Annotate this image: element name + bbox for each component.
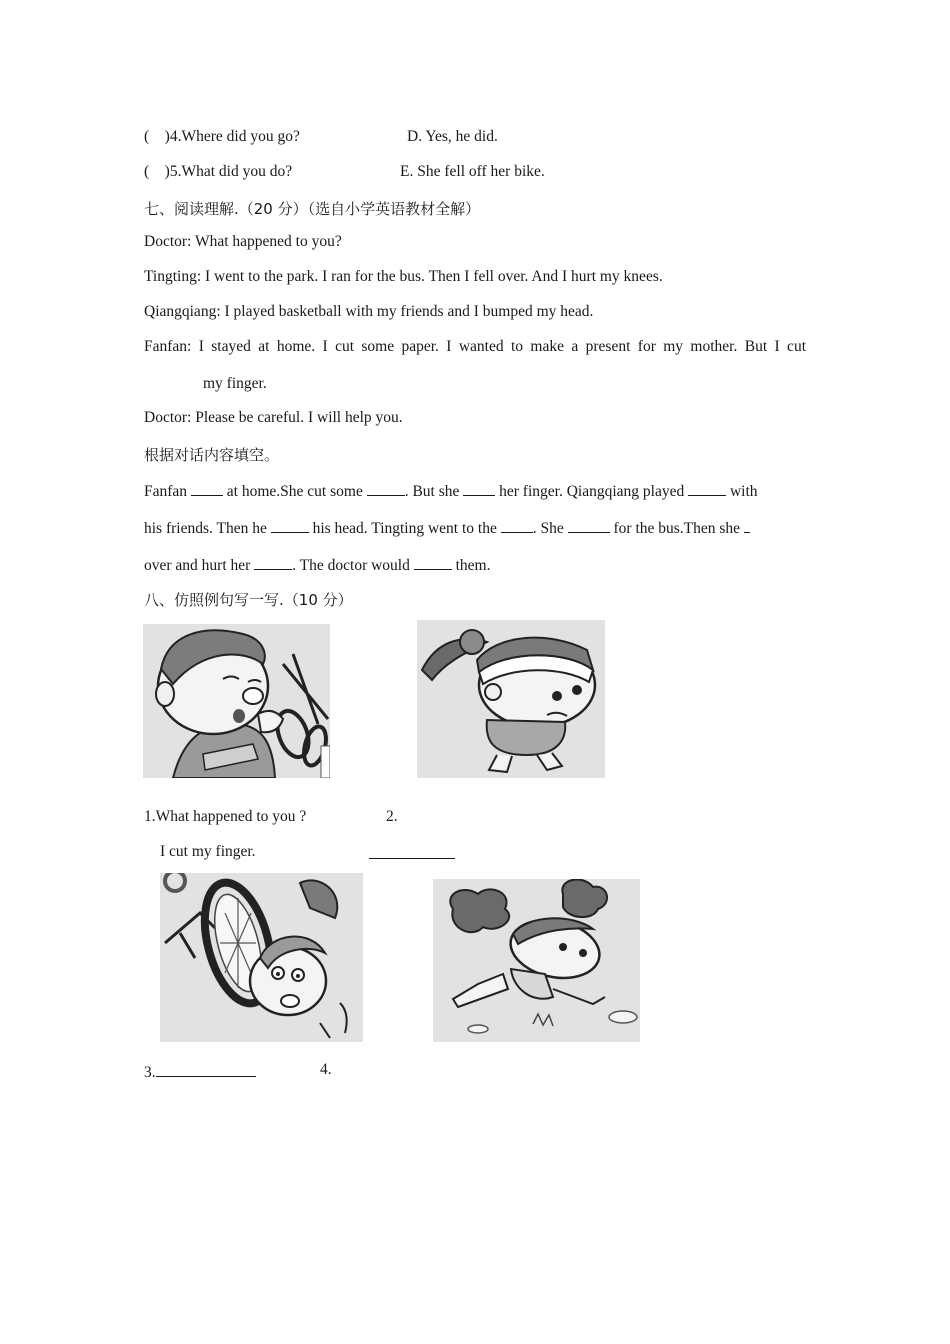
fill-line-2 — [144, 517, 750, 538]
dialogue-line: Doctor: Please be careful. I will help you. — [144, 409, 403, 426]
question-number: 4. — [169, 128, 182, 145]
fill-blank[interactable] — [568, 517, 610, 533]
section-7-heading: 七、阅读理解.（20 分）（选自小学英语教材全解） — [144, 200, 481, 218]
dialogue-line: my finger. — [203, 375, 267, 392]
section-8-heading: 八、仿照例句写一写.（10 分） — [144, 591, 353, 609]
girl-fall-illustration — [433, 879, 640, 1042]
dialogue-line: Doctor: What happened to you? — [144, 233, 342, 250]
fill-text: at home.She cut some — [226, 483, 363, 500]
picture-boy-fell-off-bike — [160, 873, 363, 1042]
fill-blank[interactable] — [414, 554, 452, 570]
fill-text: her finger. Qiangqiang played — [499, 483, 685, 500]
fill-blank[interactable] — [191, 480, 223, 496]
fill-blank[interactable] — [463, 480, 495, 496]
picture-boy-cut-finger — [143, 624, 330, 778]
fill-text: his head. Tingting went to the — [312, 520, 497, 537]
answer-paren-open: ( — [144, 163, 150, 180]
answer-option-e: E. She fell off her bike. — [400, 163, 545, 180]
write-question-4: 4. — [320, 1061, 332, 1078]
answer-line-2 — [369, 843, 455, 864]
matching-item-4 — [144, 128, 300, 146]
dialogue-line: Fanfan: I stayed at home. I cut some paper. I wanted to make a present for my mother. But I cut — [144, 338, 806, 355]
fill-text: over and hurt her — [144, 557, 251, 574]
dialogue-line: Qiangqiang: I played basketball with my friends and I bumped my head. — [144, 303, 594, 320]
answer-paren-close: ) — [164, 128, 170, 145]
matching-item-5 — [144, 163, 292, 181]
fill-instructions: 根据对话内容填空。 — [144, 446, 280, 464]
bike-fall-illustration — [160, 873, 363, 1042]
question-text: What did you do? — [181, 163, 293, 180]
fill-text: . But she — [404, 483, 460, 500]
answer-blank-3[interactable] — [156, 1061, 256, 1077]
answer-paren-close: ) — [164, 163, 170, 180]
fill-text: Fanfan — [144, 483, 188, 500]
question-number: 3. — [144, 1064, 156, 1081]
fill-blank[interactable] — [271, 517, 309, 533]
question-text: Where did you go? — [181, 128, 300, 145]
fill-blank[interactable] — [254, 554, 292, 570]
fill-text: his friends. Then he — [144, 520, 267, 537]
write-question-2: 2. — [386, 808, 398, 825]
fill-line-1 — [144, 480, 758, 501]
fill-line-3 — [144, 554, 490, 575]
fill-text: . The doctor would — [292, 557, 410, 574]
fill-text: . She — [532, 520, 564, 537]
question-number: 5. — [169, 163, 182, 180]
write-question-3 — [144, 1061, 256, 1082]
girl-bandage-illustration — [417, 620, 605, 778]
picture-girl-fell-over — [433, 879, 640, 1042]
boy-scissors-illustration — [143, 624, 330, 778]
fill-text: them. — [455, 557, 491, 574]
fill-blank[interactable] — [501, 517, 533, 533]
fill-text: for the bus.Then she — [613, 520, 741, 537]
answer-option-d: D. Yes, he did. — [407, 128, 498, 145]
fill-blank[interactable] — [744, 517, 750, 533]
answer-blank-2[interactable] — [369, 843, 455, 859]
fill-text: with — [729, 483, 758, 500]
picture-girl-hurt-head — [417, 620, 605, 778]
example-answer-1: I cut my finger. — [160, 843, 256, 860]
write-question-1: 1.What happened to you ? — [144, 808, 307, 825]
fill-blank[interactable] — [367, 480, 405, 496]
dialogue-line: Tingting: I went to the park. I ran for the bus. Then I fell over. And I hurt my knees. — [144, 268, 663, 285]
fill-blank[interactable] — [688, 480, 726, 496]
answer-paren-open: ( — [144, 128, 150, 145]
